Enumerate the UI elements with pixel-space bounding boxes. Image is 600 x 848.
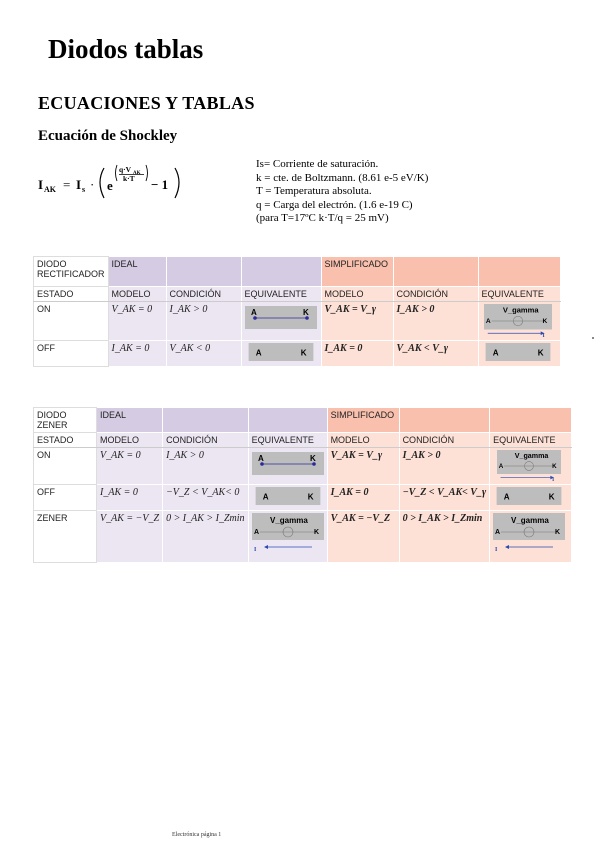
svg-text:A: A	[495, 529, 501, 536]
rect-header-simplified: SIMPLIFICADO	[321, 257, 393, 287]
eq-exp-num: q·V	[119, 165, 132, 174]
zener-col-condicion-ideal: CONDICIÓN	[163, 433, 249, 448]
open-circuit-icon	[252, 487, 324, 505]
row-simp-condition: −V_Z < V_AK< V_γ	[399, 485, 490, 511]
var-k: k = cte. de Boltzmann. (8.61 e-5 eV/K)	[256, 171, 429, 184]
eq-is-sub: s	[82, 185, 86, 194]
svg-text:A: A	[257, 454, 264, 463]
table-row	[34, 302, 561, 341]
row-state: OFF	[34, 485, 97, 511]
svg-text:K: K	[548, 492, 555, 502]
open-circuit-icon	[493, 487, 565, 505]
row-simp-condition: I_AK > 0	[393, 302, 478, 341]
rect-col-condicion-ideal: CONDICIÓN	[166, 287, 241, 302]
svg-text:A: A	[255, 348, 262, 358]
table-row	[34, 511, 572, 563]
svg-text:K: K	[307, 492, 314, 502]
svg-text:V_gamma: V_gamma	[269, 516, 308, 525]
short-circuit-icon	[252, 450, 324, 477]
row-state: ON	[34, 302, 109, 341]
row-state: OFF	[34, 341, 109, 367]
rect-header-type: DIODO RECTIFICADOR	[34, 257, 109, 287]
source-forward-icon	[493, 450, 565, 482]
svg-text:A: A	[485, 317, 491, 325]
row-ideal-condition: 0 > I_AK > I_Zmin	[163, 511, 249, 563]
svg-text:K: K	[552, 462, 557, 470]
rect-col-estado: ESTADO	[34, 287, 109, 302]
stray-mark	[592, 337, 594, 339]
svg-text:V_gamma: V_gamma	[502, 305, 539, 315]
svg-text:I: I	[495, 547, 498, 553]
var-is: Is= Corriente de saturación.	[256, 158, 379, 170]
table-row	[34, 448, 572, 485]
row-ideal-model: V_AK = 0	[108, 302, 166, 341]
source-reverse-icon	[252, 513, 324, 553]
eq-equals: =	[63, 177, 71, 192]
zener-col-modelo-simp: MODELO	[327, 433, 399, 448]
eq-exp-paren-right	[146, 165, 148, 181]
row-ideal-model: I_AK = 0	[97, 485, 163, 511]
short-circuit-icon	[245, 304, 317, 331]
eq-e: e	[107, 178, 113, 193]
svg-text:I: I	[253, 547, 256, 553]
rect-col-modelo-simp: MODELO	[321, 287, 393, 302]
eq-exp-den: k·T	[123, 174, 135, 183]
row-simp-model: I_AK = 0	[327, 485, 399, 511]
open-circuit-icon	[482, 343, 554, 361]
svg-text:K: K	[542, 317, 547, 325]
row-simp-model: I_AK = 0	[321, 341, 393, 367]
row-simp-condition: V_AK < V_γ	[393, 341, 478, 367]
eq-lhs-sub: AK	[44, 185, 56, 194]
eq-dot: ·	[90, 177, 95, 192]
svg-text:A: A	[498, 462, 504, 470]
eq-paren-right	[175, 168, 179, 198]
rect-col-modelo-ideal: MODELO	[108, 287, 166, 302]
page-title: Diodos tablas	[48, 34, 204, 64]
rect-col-equivalente-simp: EQUIVALENTE	[478, 287, 560, 302]
svg-text:K: K	[537, 348, 544, 358]
zener-col-equivalente-ideal: EQUIVALENTE	[248, 433, 327, 448]
eq-is: I	[76, 177, 82, 192]
svg-text:K: K	[309, 454, 316, 463]
svg-text:A: A	[250, 308, 257, 317]
row-simp-model: V_AK = V_γ	[327, 448, 399, 485]
row-ideal-condition: I_AK > 0	[166, 302, 241, 341]
row-ideal-condition: −V_Z < V_AK< 0	[163, 485, 249, 511]
zener-table	[33, 407, 572, 563]
row-ideal-condition: V_AK < 0	[166, 341, 241, 367]
row-state: ON	[34, 448, 97, 485]
row-ideal-condition: I_AK > 0	[163, 448, 249, 485]
var-t: T = Temperatura absoluta.	[256, 185, 372, 197]
row-ideal-model: I_AK = 0	[108, 341, 166, 367]
svg-text:V_gamma: V_gamma	[511, 516, 549, 525]
rect-col-condicion-simp: CONDICIÓN	[393, 287, 478, 302]
row-state: ZENER	[34, 511, 97, 563]
source-forward-icon	[482, 304, 554, 338]
row-simp-model: V_AK = V_γ	[321, 302, 393, 341]
svg-text:A: A	[262, 492, 269, 502]
svg-text:A: A	[253, 529, 259, 536]
zener-col-condicion-simp: CONDICIÓN	[399, 433, 490, 448]
section-heading: ECUACIONES Y TABLAS	[38, 93, 255, 113]
row-ideal-model: V_AK = 0	[97, 448, 163, 485]
svg-text:I: I	[542, 333, 545, 338]
row-simp-condition: I_AK > 0	[399, 448, 490, 485]
variable-definitions	[256, 158, 428, 226]
rect-col-equivalente-ideal: EQUIVALENTE	[241, 287, 321, 302]
eq-minus-one: − 1	[151, 177, 169, 192]
zener-col-equivalente-simp: EQUIVALENTE	[490, 433, 572, 448]
open-circuit-icon	[245, 343, 317, 361]
svg-text:K: K	[302, 308, 309, 317]
zener-header-ideal: IDEAL	[97, 408, 163, 433]
eq-paren-left	[100, 168, 104, 198]
svg-text:K: K	[555, 529, 561, 536]
rectifier-table	[33, 256, 561, 367]
rect-header-ideal: IDEAL	[108, 257, 166, 287]
table-row	[34, 485, 572, 511]
svg-text:K: K	[300, 348, 307, 358]
page-footer: Electrónica página 1	[172, 832, 222, 838]
zener-header-simplified: SIMPLIFICADO	[327, 408, 399, 433]
subsection-heading: Ecuación de Shockley	[38, 128, 178, 144]
row-ideal-model: V_AK = −V_Z	[97, 511, 163, 563]
var-note: (para T=17ºC k·T/q = 25 mV)	[256, 212, 389, 224]
svg-text:A: A	[492, 348, 499, 358]
row-simp-model: V_AK = −V_Z	[327, 511, 399, 563]
svg-text:I: I	[552, 477, 555, 482]
eq-lhs: I	[38, 177, 44, 192]
row-simp-condition: 0 > I_AK > I_Zmin	[399, 511, 490, 563]
table-row	[34, 341, 561, 367]
zener-col-estado: ESTADO	[34, 433, 97, 448]
svg-text:A: A	[503, 492, 510, 502]
svg-text:K: K	[313, 529, 319, 536]
eq-exp-num-sub: AK	[133, 171, 141, 176]
svg-text:V_gamma: V_gamma	[514, 452, 549, 460]
source-reverse-icon	[493, 513, 565, 553]
zener-header-type: DIODO ZENER	[34, 408, 97, 433]
eq-exp-paren-left	[116, 165, 118, 181]
zener-col-modelo-ideal: MODELO	[97, 433, 163, 448]
var-q: q = Carga del electrón. (1.6 e-19 C)	[256, 198, 413, 211]
shockley-equation	[38, 160, 208, 204]
